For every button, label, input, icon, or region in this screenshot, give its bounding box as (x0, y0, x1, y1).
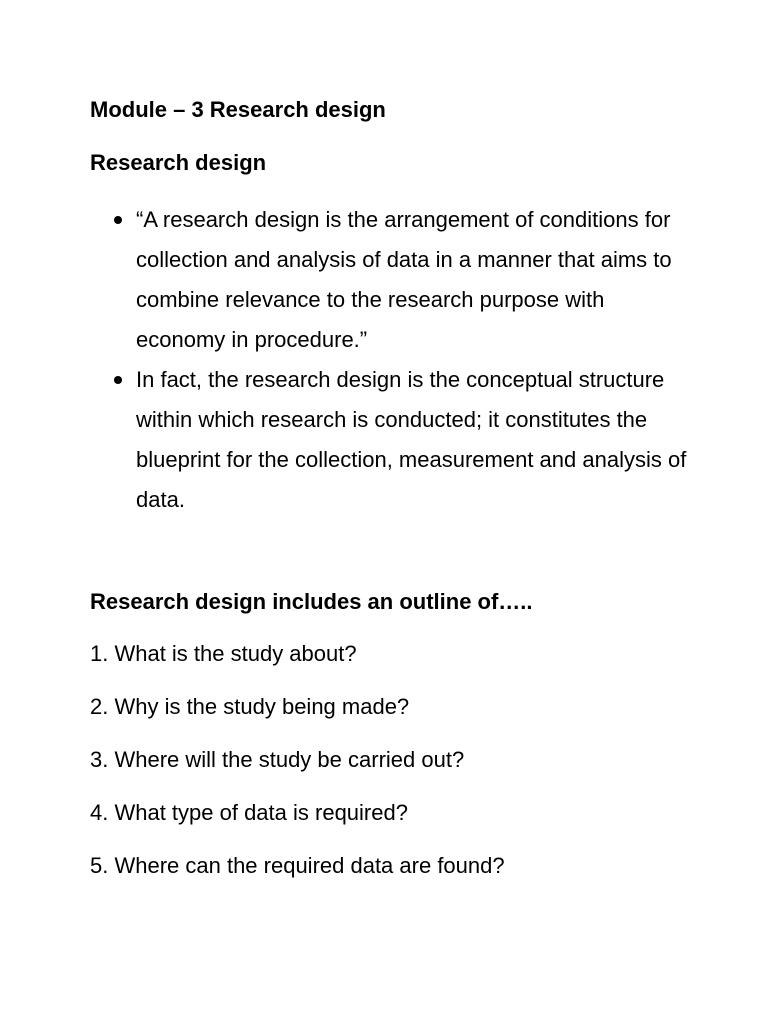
outline-item: 2. Why is the study being made? (90, 694, 410, 719)
outline-item: 3. Where will the study be carried out? (90, 747, 465, 772)
section-title: Research design (90, 150, 267, 175)
bullet-text: In fact, the research design is the conceptual structure within which research is conducted; it constitutes the blueprint for the collection, measurement and analysis of data. (136, 367, 687, 512)
bullet-text: “A research design is the arrangement of conditions for collection and analysis of data in a manner that aims to combine relevance to the research purpose with economy in procedure.” (136, 207, 672, 352)
outline-item: 1. What is the study about? (90, 641, 357, 666)
outline-item: 4. What type of data is required? (90, 800, 408, 825)
outline-item: 5. Where can the required data are found? (90, 853, 505, 878)
bullet-item (90, 200, 690, 360)
bullet-icon (114, 216, 122, 224)
bullet-item (90, 360, 690, 520)
bullet-list (90, 200, 690, 520)
bullet-icon (114, 376, 122, 384)
outline-title: Research design includes an outline of….. (90, 589, 533, 614)
module-title: Module – 3 Research design (90, 97, 386, 122)
